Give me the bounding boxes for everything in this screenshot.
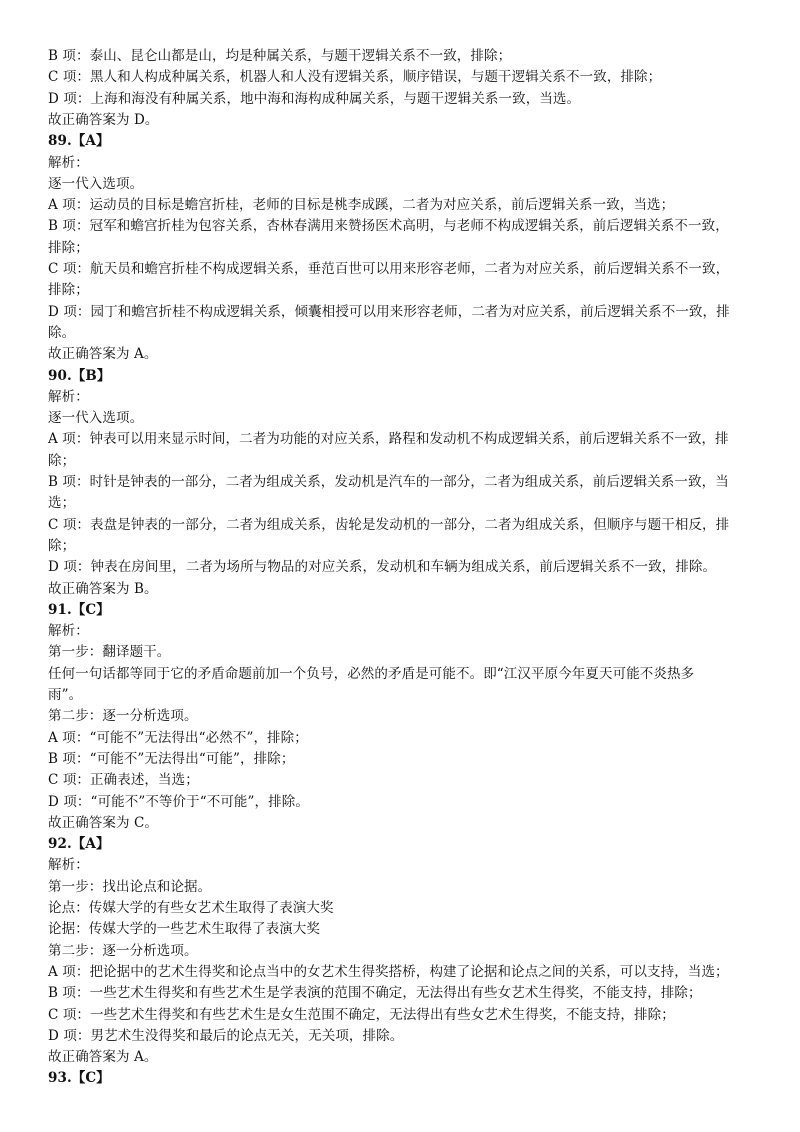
- text-line: 雨”。: [48, 687, 83, 703]
- text-line: 论据：传媒大学的一些艺术生取得了表演大奖: [48, 921, 320, 938]
- text-line: C 项：航天员和蟾宫折桂不构成逻辑关系，垂范百世可以用来形容老师，二者为对应关系，前后逻辑关系不一致，: [48, 261, 730, 277]
- text-line: 排除；: [48, 239, 89, 256]
- text-line: D 项：“可能不”不等价于“不可能”，排除。: [48, 793, 309, 810]
- text-line: 排除；: [48, 282, 89, 299]
- text-line: A 项：运动员的目标是蟾宫折桂，老师的目标是桃李成蹊，二者为对应关系，前后逻辑关系一致，当选；: [48, 197, 675, 214]
- text-line: C 项：一些艺术生得奖和有些艺术生是女生范围不确定，无法得出有些女艺术生得奖，不能支持，排除；: [48, 1006, 675, 1023]
- text-line: D 项：男艺术生没得奖和最后的论点无关，无关项，排除。: [48, 1027, 404, 1044]
- text-line: 故正确答案为 C。: [48, 814, 159, 831]
- text-line: D 项：园丁和蟾宫折桂不构成逻辑关系，倾囊相授可以用来形容老师，二者为对应关系，前后逻辑关系不一致，排: [48, 303, 730, 320]
- text-line: C 项：正确表述，当选；: [48, 772, 199, 789]
- text-line: B 项：泰山、昆仑山都是山，均是种属关系，与题干逻辑关系不一致，排除；: [48, 48, 512, 64]
- text-line: B 项：冠军和蟾宫折桂为包容关系，杏林春满用来赞扬医术高明，与老师不构成逻辑关系，前后逻辑关系不一致，: [48, 218, 729, 235]
- text-line: D 项：上海和海没有种属关系，地中海和海构成种属关系，与题干逻辑关系一致，当选。: [48, 90, 581, 107]
- text-line: 除；: [48, 452, 76, 469]
- text-line: 任何一句话都等同于它的矛盾命题前加一个负号，必然的矛盾是可能不。即“江汉平原今年夏天可能不炎热多: [48, 665, 695, 682]
- text-line: 第二步：逐一分析选项。: [48, 708, 198, 725]
- text-line: 除；: [48, 537, 76, 554]
- text-line: 解析：: [48, 623, 89, 640]
- text-line: 解析：: [48, 154, 89, 171]
- text-line: 故正确答案为 B。: [48, 580, 158, 597]
- text-line: A 项：把论据中的艺术生得奖和论点当中的女艺术生得奖搭桥，构建了论据和论点之间的关系，可以支持，当选；: [48, 963, 729, 980]
- text-line: 选；: [48, 495, 76, 512]
- text-line: B 项：时针是钟表的一部分，二者为组成关系，发动机是汽车的一部分，二者为组成关系，前后逻辑关系一致，当: [48, 474, 729, 490]
- text-line: 故正确答案为 A。: [48, 346, 158, 363]
- question-answer-heading: 93.【C】: [48, 1070, 110, 1087]
- text-line: B 项：一些艺术生得奖和有些艺术生是学表演的范围不确定，无法得出有些女艺术生得奖，不能支持，排除；: [48, 985, 702, 1002]
- text-line: C 项：表盘是钟表的一部分，二者为组成关系，齿轮是发动机的一部分，二者为组成关系，但顺序与题干相反，排: [48, 516, 730, 533]
- text-line: C 项：黑人和人构成种属关系，机器人和人没有逻辑关系，顺序错误，与题干逻辑关系不一致，排除；: [48, 69, 662, 86]
- text-line: D 项：钟表在房间里，二者为场所与物品的对应关系，发动机和车辆为组成关系，前后逻辑关系不一致，排除。: [48, 559, 717, 576]
- text-line: 第二步：逐一分析选项。: [48, 942, 198, 959]
- text-line: 除。: [48, 324, 76, 341]
- text-line: 论点：传媒大学的有些女艺术生取得了表演大奖: [48, 900, 334, 916]
- text-line: 解析：: [48, 857, 89, 874]
- question-answer-heading: 92.【A】: [48, 836, 110, 853]
- text-line: 解析：: [48, 388, 89, 405]
- text-line: 故正确答案为 A。: [48, 1049, 158, 1066]
- text-line: 逐一代入选项。: [48, 410, 144, 427]
- text-line: 逐一代入选项。: [48, 175, 144, 192]
- question-answer-heading: 89.【A】: [48, 133, 110, 150]
- text-line: 故正确答案为 D。: [48, 111, 159, 128]
- text-line: 第一步：找出论点和论据。: [48, 878, 212, 895]
- text-line: A 项：钟表可以用来显示时间，二者为功能的对应关系，路程和发动机不构成逻辑关系，前后逻辑关系不一致，排: [48, 431, 729, 448]
- text-line: A 项：“可能不”无法得出“必然不”，排除；: [48, 729, 308, 746]
- text-line: 第一步：翻译题干。: [48, 644, 171, 661]
- question-answer-heading: 91.【C】: [48, 601, 110, 618]
- text-line: B 项：“可能不”无法得出“可能”，排除；: [48, 750, 295, 767]
- question-answer-heading: 90.【B】: [48, 367, 111, 384]
